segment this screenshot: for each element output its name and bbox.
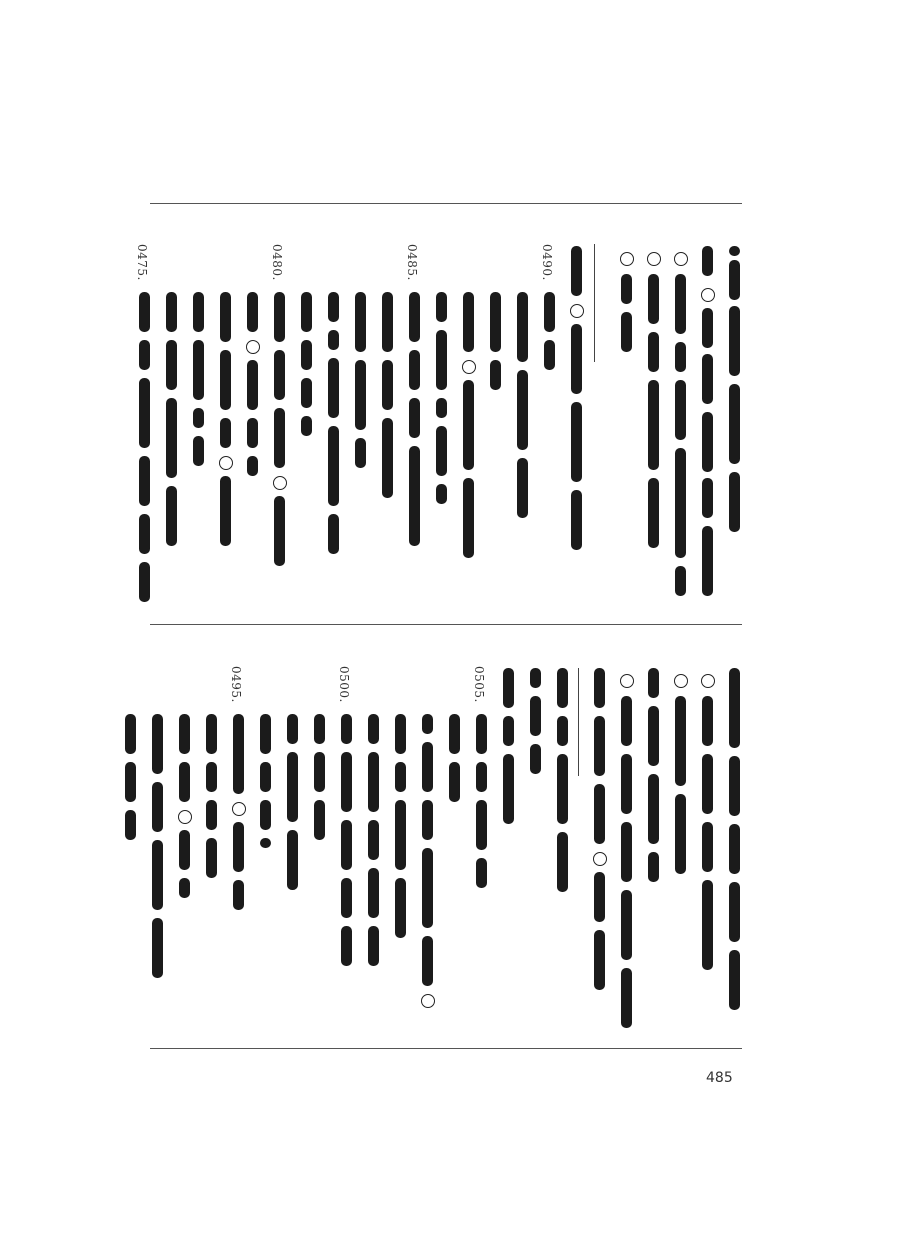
mongolian-word-glyph — [476, 800, 487, 850]
mongolian-word-glyph — [436, 330, 447, 390]
mongolian-word-glyph — [729, 306, 740, 376]
mongolian-word-glyph — [409, 446, 420, 546]
mongolian-word-glyph — [152, 840, 163, 910]
circled-footnote-marker — [620, 252, 634, 266]
mongolian-word-glyph — [648, 380, 659, 470]
mongolian-word-glyph — [152, 714, 163, 774]
mongolian-word-glyph — [557, 754, 568, 824]
mongolian-word-glyph — [729, 668, 740, 748]
mongolian-word-glyph — [648, 478, 659, 548]
mongolian-word-glyph — [206, 762, 217, 792]
mongolian-word-glyph — [233, 714, 244, 794]
mongolian-word-glyph — [476, 714, 487, 754]
mongolian-word-glyph — [621, 696, 632, 746]
mongolian-word-glyph — [274, 292, 285, 342]
mongolian-word-glyph — [193, 436, 204, 466]
mongolian-word-glyph — [287, 714, 298, 744]
mongolian-word-glyph — [675, 342, 686, 372]
mongolian-word-glyph — [571, 402, 582, 482]
mongolian-word-glyph — [409, 398, 420, 438]
middle-rule — [150, 624, 742, 625]
mongolian-word-glyph — [139, 340, 150, 370]
mongolian-word-glyph — [422, 714, 433, 734]
mongolian-word-glyph — [675, 566, 686, 596]
footnote-separator-upper — [594, 244, 595, 362]
mongolian-word-glyph — [274, 350, 285, 400]
mongolian-word-glyph — [382, 360, 393, 410]
mongolian-word-glyph — [648, 274, 659, 324]
mongolian-word-glyph — [301, 378, 312, 408]
mongolian-word-glyph — [220, 418, 231, 448]
mongolian-word-glyph — [382, 418, 393, 498]
mongolian-word-glyph — [449, 762, 460, 802]
mongolian-word-glyph — [729, 950, 740, 1010]
mongolian-word-glyph — [675, 380, 686, 440]
mongolian-word-glyph — [368, 752, 379, 812]
circled-footnote-marker — [620, 674, 634, 688]
mongolian-word-glyph — [729, 384, 740, 464]
mongolian-word-glyph — [341, 926, 352, 966]
mongolian-word-glyph — [247, 292, 258, 332]
mongolian-word-glyph — [621, 312, 632, 352]
mongolian-word-glyph — [341, 714, 352, 744]
mongolian-word-glyph — [490, 360, 501, 390]
mongolian-word-glyph — [675, 794, 686, 874]
mongolian-word-glyph — [675, 274, 686, 334]
mongolian-word-glyph — [287, 752, 298, 822]
mongolian-word-glyph — [621, 274, 632, 304]
circled-footnote-marker — [674, 674, 688, 688]
mongolian-word-glyph — [152, 782, 163, 832]
mongolian-word-glyph — [621, 968, 632, 1028]
mongolian-word-glyph — [125, 762, 136, 802]
mongolian-word-glyph — [247, 360, 258, 410]
mongolian-word-glyph — [571, 324, 582, 394]
mongolian-word-glyph — [621, 822, 632, 882]
mongolian-word-glyph — [530, 744, 541, 774]
mongolian-word-glyph — [125, 810, 136, 840]
circled-footnote-marker — [232, 802, 246, 816]
entry-number: 0485. — [405, 244, 419, 281]
mongolian-word-glyph — [594, 716, 605, 776]
circled-footnote-marker — [674, 252, 688, 266]
mongolian-word-glyph — [166, 292, 177, 332]
mongolian-word-glyph — [503, 754, 514, 824]
mongolian-word-glyph — [729, 260, 740, 300]
mongolian-word-glyph — [125, 714, 136, 754]
mongolian-word-glyph — [729, 246, 740, 256]
mongolian-word-glyph — [395, 714, 406, 754]
mongolian-word-glyph — [206, 714, 217, 754]
mongolian-word-glyph — [436, 398, 447, 418]
entry-number: 0505. — [472, 666, 486, 703]
mongolian-word-glyph — [139, 456, 150, 506]
mongolian-word-glyph — [702, 246, 713, 276]
mongolian-word-glyph — [355, 438, 366, 468]
circled-footnote-marker — [178, 810, 192, 824]
entry-number: 0495. — [229, 666, 243, 703]
mongolian-word-glyph — [179, 830, 190, 870]
mongolian-word-glyph — [314, 714, 325, 744]
mongolian-word-glyph — [571, 490, 582, 550]
entry-number: 0475. — [135, 244, 149, 281]
circled-footnote-marker — [570, 304, 584, 318]
mongolian-word-glyph — [557, 832, 568, 892]
mongolian-word-glyph — [355, 360, 366, 430]
mongolian-word-glyph — [702, 880, 713, 970]
mongolian-word-glyph — [517, 292, 528, 362]
mongolian-word-glyph — [648, 332, 659, 372]
mongolian-word-glyph — [422, 742, 433, 792]
mongolian-word-glyph — [544, 340, 555, 370]
mongolian-word-glyph — [260, 800, 271, 830]
mongolian-word-glyph — [179, 762, 190, 802]
mongolian-word-glyph — [476, 762, 487, 792]
mongolian-word-glyph — [476, 858, 487, 888]
mongolian-word-glyph — [395, 762, 406, 792]
entry-number: 0480. — [270, 244, 284, 281]
mongolian-word-glyph — [436, 292, 447, 322]
footnote-separator-lower — [578, 668, 579, 776]
mongolian-word-glyph — [328, 426, 339, 506]
mongolian-word-glyph — [193, 292, 204, 332]
mongolian-word-glyph — [702, 526, 713, 596]
mongolian-word-glyph — [382, 292, 393, 352]
mongolian-word-glyph — [166, 486, 177, 546]
mongolian-word-glyph — [274, 408, 285, 468]
page-number: 485 — [706, 1070, 733, 1086]
mongolian-word-glyph — [166, 398, 177, 478]
mongolian-word-glyph — [463, 292, 474, 352]
mongolian-word-glyph — [206, 838, 217, 878]
mongolian-word-glyph — [220, 350, 231, 410]
mongolian-word-glyph — [571, 246, 582, 296]
mongolian-word-glyph — [675, 448, 686, 558]
circled-footnote-marker — [273, 476, 287, 490]
mongolian-word-glyph — [530, 696, 541, 736]
mongolian-word-glyph — [341, 878, 352, 918]
mongolian-word-glyph — [368, 820, 379, 860]
mongolian-word-glyph — [301, 416, 312, 436]
mongolian-word-glyph — [328, 358, 339, 418]
mongolian-word-glyph — [702, 822, 713, 872]
mongolian-word-glyph — [517, 458, 528, 518]
entry-number: 0490. — [540, 244, 554, 281]
mongolian-word-glyph — [436, 426, 447, 476]
mongolian-word-glyph — [152, 918, 163, 978]
circled-footnote-marker — [593, 852, 607, 866]
mongolian-word-glyph — [139, 378, 150, 448]
mongolian-word-glyph — [729, 882, 740, 942]
mongolian-word-glyph — [260, 838, 271, 848]
mongolian-word-glyph — [436, 484, 447, 504]
mongolian-word-glyph — [530, 668, 541, 688]
mongolian-word-glyph — [166, 340, 177, 390]
mongolian-word-glyph — [702, 478, 713, 518]
mongolian-word-glyph — [260, 762, 271, 792]
mongolian-word-glyph — [409, 350, 420, 390]
mongolian-word-glyph — [702, 754, 713, 814]
mongolian-word-glyph — [463, 478, 474, 558]
mongolian-word-glyph — [139, 514, 150, 554]
mongolian-word-glyph — [395, 800, 406, 870]
mongolian-word-glyph — [503, 668, 514, 708]
mongolian-word-glyph — [621, 890, 632, 960]
mongolian-word-glyph — [220, 292, 231, 342]
mongolian-word-glyph — [621, 754, 632, 814]
mongolian-word-glyph — [648, 706, 659, 766]
mongolian-word-glyph — [449, 714, 460, 754]
top-rule — [150, 203, 742, 204]
mongolian-word-glyph — [139, 562, 150, 602]
mongolian-word-glyph — [517, 370, 528, 450]
mongolian-word-glyph — [341, 752, 352, 812]
mongolian-word-glyph — [220, 476, 231, 546]
mongolian-word-glyph — [544, 292, 555, 332]
bottom-rule — [150, 1048, 742, 1049]
mongolian-word-glyph — [328, 330, 339, 350]
mongolian-word-glyph — [409, 292, 420, 342]
mongolian-word-glyph — [648, 668, 659, 698]
mongolian-word-glyph — [260, 714, 271, 754]
mongolian-word-glyph — [594, 872, 605, 922]
circled-footnote-marker — [246, 340, 260, 354]
circled-footnote-marker — [421, 994, 435, 1008]
circled-footnote-marker — [462, 360, 476, 374]
mongolian-word-glyph — [422, 800, 433, 840]
mongolian-word-glyph — [594, 784, 605, 844]
mongolian-word-glyph — [193, 408, 204, 428]
mongolian-word-glyph — [328, 292, 339, 322]
mongolian-word-glyph — [193, 340, 204, 400]
mongolian-word-glyph — [463, 380, 474, 470]
mongolian-word-glyph — [729, 756, 740, 816]
mongolian-word-glyph — [368, 926, 379, 966]
mongolian-word-glyph — [368, 714, 379, 744]
mongolian-word-glyph — [314, 752, 325, 792]
circled-footnote-marker — [647, 252, 661, 266]
entry-number: 0500. — [337, 666, 351, 703]
mongolian-word-glyph — [301, 292, 312, 332]
mongolian-word-glyph — [233, 822, 244, 872]
mongolian-word-glyph — [648, 852, 659, 882]
mongolian-word-glyph — [368, 868, 379, 918]
circled-footnote-marker — [701, 674, 715, 688]
circled-footnote-marker — [701, 288, 715, 302]
mongolian-word-glyph — [179, 878, 190, 898]
mongolian-word-glyph — [729, 472, 740, 532]
mongolian-word-glyph — [702, 412, 713, 472]
mongolian-word-glyph — [594, 930, 605, 990]
mongolian-word-glyph — [648, 774, 659, 844]
mongolian-word-glyph — [557, 716, 568, 746]
mongolian-word-glyph — [247, 418, 258, 448]
mongolian-word-glyph — [274, 496, 285, 566]
mongolian-word-glyph — [139, 292, 150, 332]
mongolian-word-glyph — [422, 936, 433, 986]
mongolian-word-glyph — [341, 820, 352, 870]
mongolian-word-glyph — [314, 800, 325, 840]
mongolian-word-glyph — [594, 668, 605, 708]
mongolian-word-glyph — [702, 308, 713, 348]
mongolian-word-glyph — [233, 880, 244, 910]
mongolian-word-glyph — [702, 696, 713, 746]
mongolian-word-glyph — [490, 292, 501, 352]
mongolian-word-glyph — [328, 514, 339, 554]
mongolian-word-glyph — [503, 716, 514, 746]
mongolian-word-glyph — [179, 714, 190, 754]
mongolian-word-glyph — [355, 292, 366, 352]
circled-footnote-marker — [219, 456, 233, 470]
mongolian-word-glyph — [729, 824, 740, 874]
mongolian-word-glyph — [675, 696, 686, 786]
mongolian-word-glyph — [301, 340, 312, 370]
mongolian-word-glyph — [247, 456, 258, 476]
mongolian-word-glyph — [557, 668, 568, 708]
mongolian-word-glyph — [422, 848, 433, 928]
mongolian-word-glyph — [206, 800, 217, 830]
mongolian-word-glyph — [702, 354, 713, 404]
mongolian-word-glyph — [287, 830, 298, 890]
mongolian-word-glyph — [395, 878, 406, 938]
